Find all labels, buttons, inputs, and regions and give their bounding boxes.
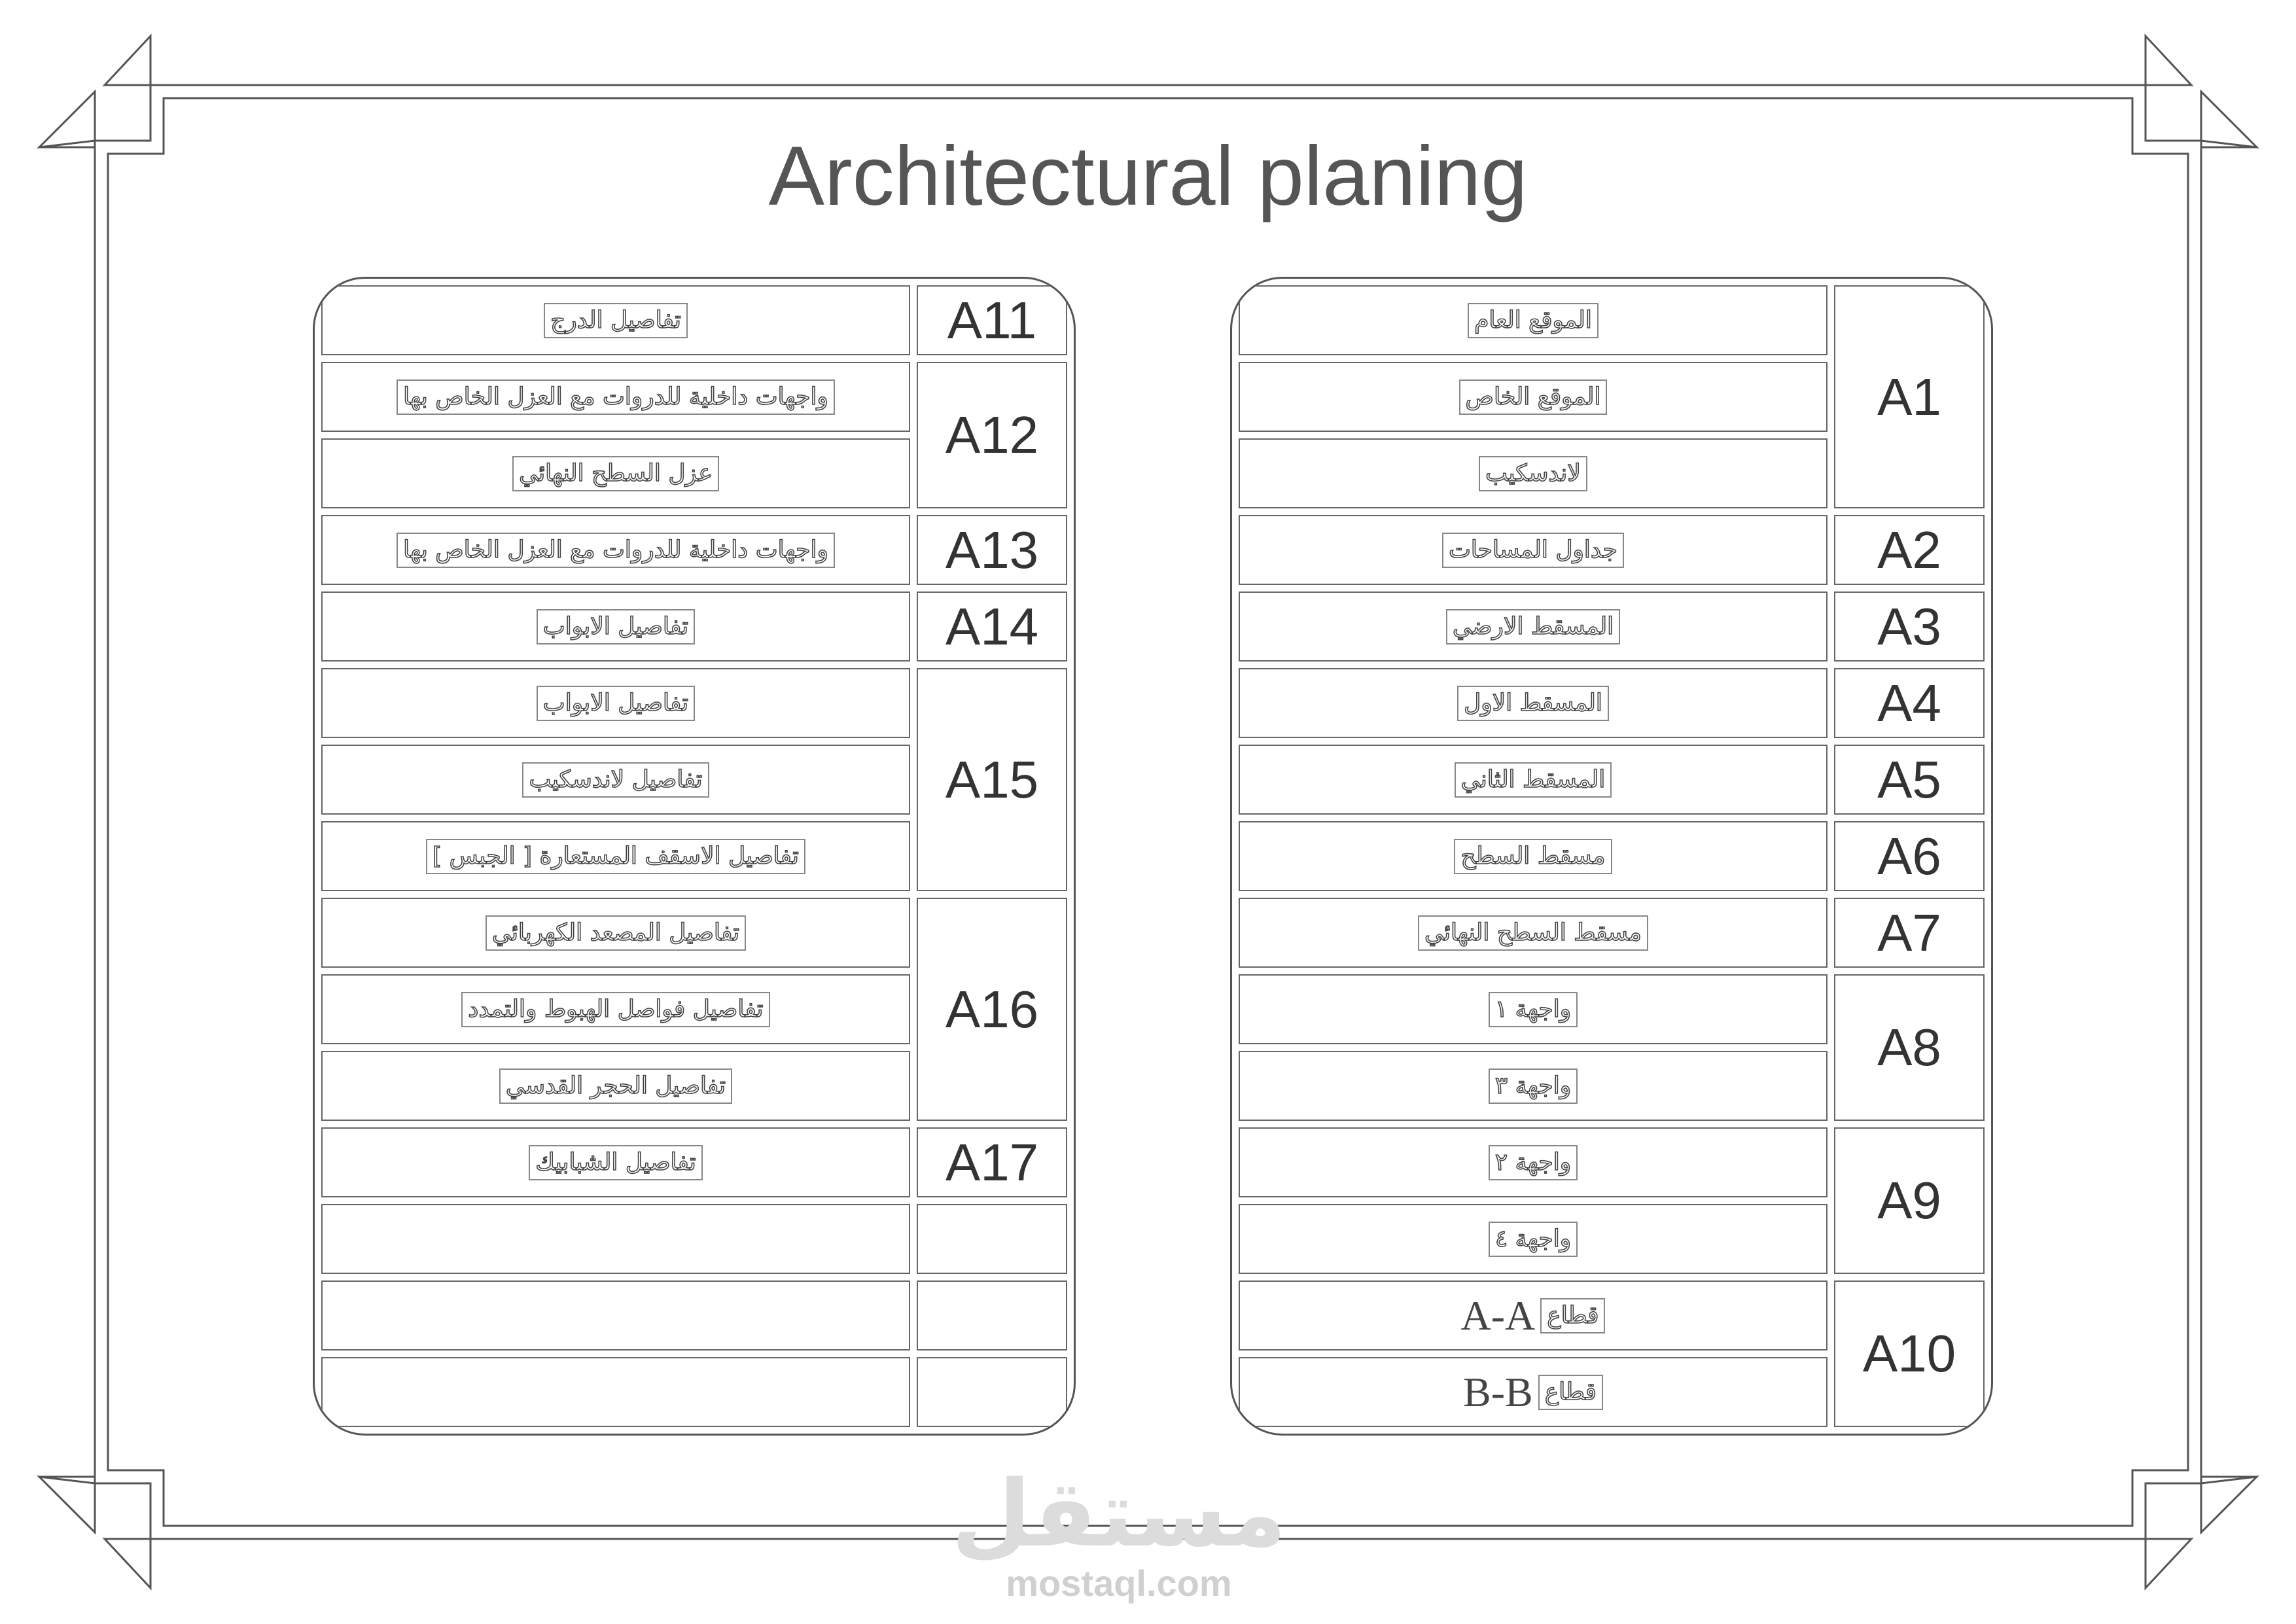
page-title: Architectural planing <box>768 130 1528 223</box>
right-sheet-table <box>1230 277 1993 1436</box>
sheet-code: A17 <box>945 1133 1039 1192</box>
sheet-row <box>1239 898 1828 968</box>
sheet-code-cell <box>1834 745 1985 815</box>
sheet-title: الموقع الخاص <box>1459 380 1608 415</box>
sheet-code-cell <box>1834 821 1985 891</box>
sheet-row <box>321 515 910 585</box>
sheet-code: A13 <box>945 520 1039 579</box>
sheet-row <box>321 285 910 355</box>
sheet-row <box>1239 438 1828 508</box>
sheet-code-cell <box>1834 1280 1985 1427</box>
sheet-title: واجهات داخلية للدروات مع العزل الخاص بها <box>397 533 835 568</box>
sheet-title: عزل السطح النهائي <box>512 456 719 491</box>
sheet-title: المسقط الارضي <box>1446 609 1620 644</box>
sheet-code-cell <box>917 1204 1067 1274</box>
sheet-code-cell <box>1834 668 1985 738</box>
sheet-row <box>1239 1357 1828 1427</box>
sheet-row <box>321 974 910 1044</box>
section-tag: B-B <box>1463 1368 1533 1415</box>
sheet-code-cell <box>917 898 1067 1121</box>
watermark-site: mostaql.com <box>1006 1562 1232 1604</box>
section-label: قطاع <box>1540 1298 1605 1333</box>
sheet-code-cell <box>917 285 1067 355</box>
sheet-row <box>321 1051 910 1121</box>
sheet-code: A8 <box>1877 1018 1941 1076</box>
sheet-row <box>1239 1204 1828 1274</box>
sheet-code: A4 <box>1877 673 1941 732</box>
sheet-code-cell <box>1834 1127 1985 1274</box>
sheet-code-cell <box>917 1127 1067 1197</box>
sheet-row <box>1239 362 1828 432</box>
sheet-code-cell <box>1834 285 1985 508</box>
sheet-title: تفاصيل الاسقف المستعارة [ الجبس ] <box>426 839 805 874</box>
sheet-code-cell <box>917 515 1067 585</box>
sheet-title: مسقط السطح النهائي <box>1418 915 1648 951</box>
sheet-code: A7 <box>1877 903 1941 962</box>
sheet-row <box>1239 515 1828 585</box>
sheet-title: تفاصيل الحجر القدسي <box>499 1068 732 1104</box>
section-label: قطاع <box>1538 1375 1603 1410</box>
sheet-row <box>1239 1280 1828 1350</box>
sheet-title: المسقط الثاني <box>1455 762 1612 798</box>
sheet-code-cell <box>917 668 1067 891</box>
sheet-title: تفاصيل الابواب <box>537 686 695 721</box>
sheet-code-cell <box>1834 898 1985 968</box>
sheet-row <box>321 591 910 662</box>
sheet-code-cell <box>917 591 1067 662</box>
sheet-code: A11 <box>947 291 1037 349</box>
sheet-title: تفاصيل الابواب <box>537 609 695 644</box>
sheet-row <box>321 898 910 968</box>
sheet-title: تفاصيل الشبابيك <box>529 1145 702 1180</box>
sheet-row <box>321 1127 910 1197</box>
sheet-row <box>321 438 910 508</box>
sheet-row <box>1239 285 1828 355</box>
sheet-code: A9 <box>1877 1171 1941 1229</box>
sheet-title: الموقع العام <box>1468 303 1598 338</box>
sheet-title: واجهة ٤ <box>1489 1222 1578 1257</box>
watermark <box>936 1461 1302 1604</box>
sheet-title: واجهة ٢ <box>1489 1145 1578 1180</box>
sheet-code-cell <box>1834 974 1985 1121</box>
sheet-title: تفاصيل لاندسكيب <box>522 762 709 798</box>
sheet-code: A15 <box>945 750 1039 809</box>
sheet-title: المسقط الاول <box>1457 686 1609 721</box>
sheet-code: A14 <box>945 597 1039 656</box>
section-item <box>1461 1292 1606 1340</box>
sheet-code: A6 <box>1877 826 1941 885</box>
sheet-row <box>321 1204 910 1274</box>
sheet-row <box>1239 668 1828 738</box>
sheet-row <box>1239 591 1828 662</box>
section-item <box>1463 1368 1603 1417</box>
sheet-title: واجهة ٣ <box>1489 1068 1578 1104</box>
watermark-logo: مستقل <box>951 1461 1286 1568</box>
section-tag: A-A <box>1460 1292 1536 1339</box>
sheet-title: مسقط السطح <box>1454 839 1612 874</box>
sheet-code-cell <box>1834 591 1985 662</box>
left-sheet-table <box>313 277 1076 1436</box>
sheet-title: واجهة ١ <box>1489 992 1578 1027</box>
sheet-row <box>321 362 910 432</box>
sheet-code: A2 <box>1877 520 1941 579</box>
sheet-row <box>321 668 910 738</box>
sheet-title: لاندسكيب <box>1479 456 1587 491</box>
sheet-row <box>1239 974 1828 1044</box>
sheet-row <box>1239 1051 1828 1121</box>
sheet-code: A1 <box>1877 367 1941 426</box>
sheet-row <box>321 1357 910 1427</box>
sheet-code: A12 <box>945 406 1039 464</box>
sheet-code-cell <box>1834 515 1985 585</box>
sheet-title: تفاصيل المصعد الكهربائي <box>486 915 746 951</box>
sheet-row <box>321 1280 910 1350</box>
sheet-code: A5 <box>1877 750 1941 809</box>
sheet-code-cell <box>917 1280 1067 1350</box>
sheet-title: واجهات داخلية للدروات مع العزل الخاص بها <box>397 380 835 415</box>
sheet-row <box>1239 821 1828 891</box>
sheet-code: A10 <box>1862 1324 1956 1383</box>
sheet-code-cell <box>917 1357 1067 1427</box>
sheet-code: A3 <box>1877 597 1941 656</box>
sheet-title: تفاصيل الدرج <box>544 303 688 338</box>
sheet-row <box>1239 745 1828 815</box>
sheet-title: جداول المساحات <box>1442 533 1624 568</box>
sheet-code-cell <box>917 362 1067 508</box>
sheet-code: A16 <box>945 980 1039 1038</box>
sheet-row <box>321 745 910 815</box>
sheet-title: تفاصيل فواصل الهبوط والتمدد <box>461 992 769 1027</box>
sheet-row <box>1239 1127 1828 1197</box>
sheet-row <box>321 821 910 891</box>
